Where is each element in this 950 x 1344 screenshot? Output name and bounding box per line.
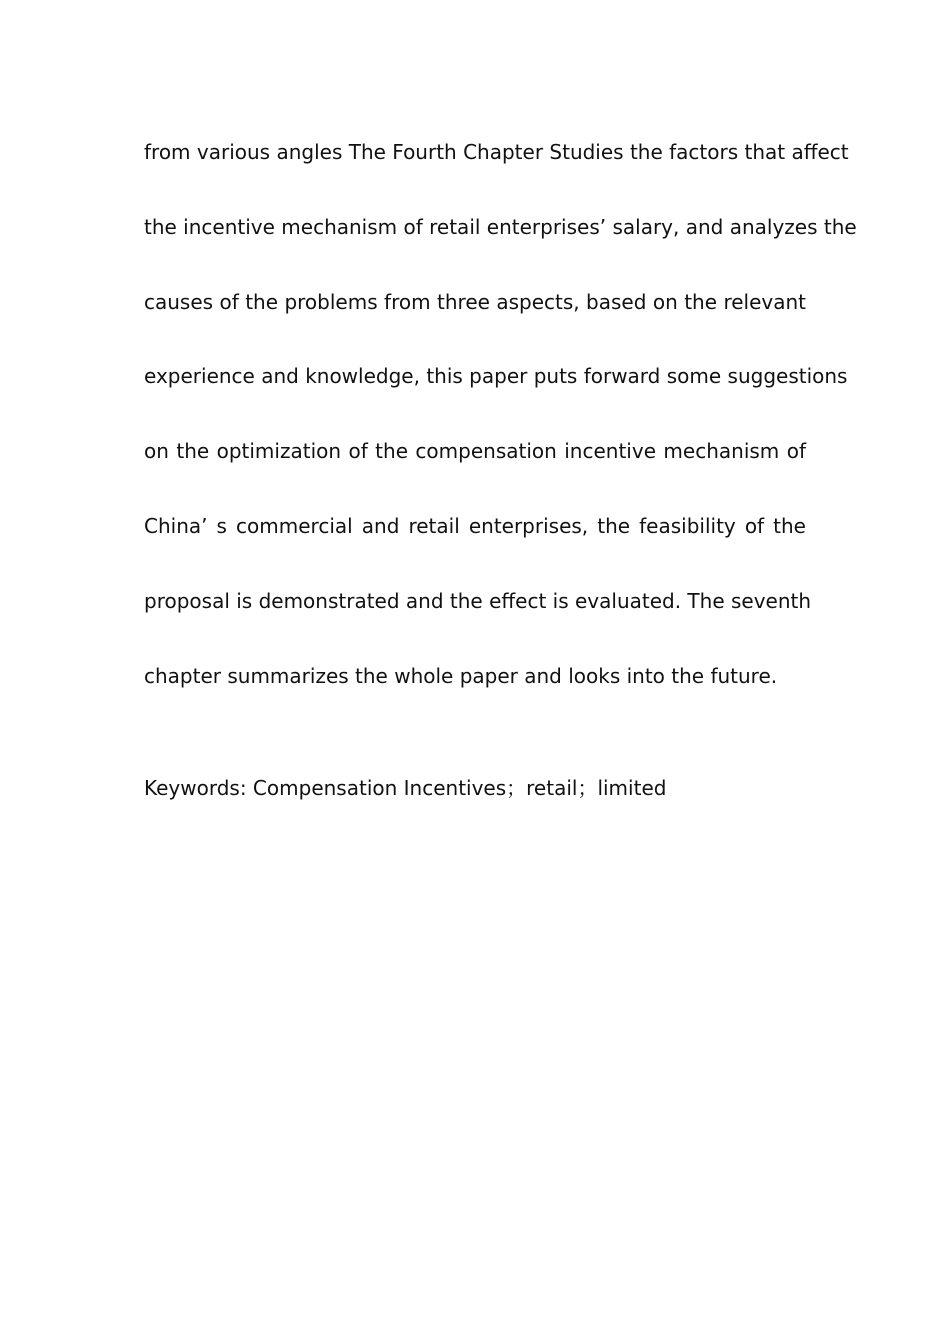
abstract-line: causes of the problems from three aspects, based on the relevant [144,289,806,314]
abstract-line: China’ s commercial and retail enterprises, the feasibility of the [144,513,806,538]
abstract-line: from various angles The Fourth Chapter Studies the factors that affect [144,140,849,164]
keywords-line: Keywords: Compensation Incentives；retail；limited [144,776,667,800]
abstract-line: on the optimization of the compensation incentive mechanism of [144,439,806,464]
abstract-paragraph [144,115,857,713]
abstract-line: experience and knowledge, this paper puts forward some suggestions [144,364,848,389]
abstract-line: the incentive mechanism of retail enterprises’ salary, and analyzes the [144,214,857,239]
abstract-line: chapter summarizes the whole paper and looks into the future. [144,663,778,688]
abstract-line: proposal is demonstrated and the effect is evaluated. The seventh [144,588,812,613]
